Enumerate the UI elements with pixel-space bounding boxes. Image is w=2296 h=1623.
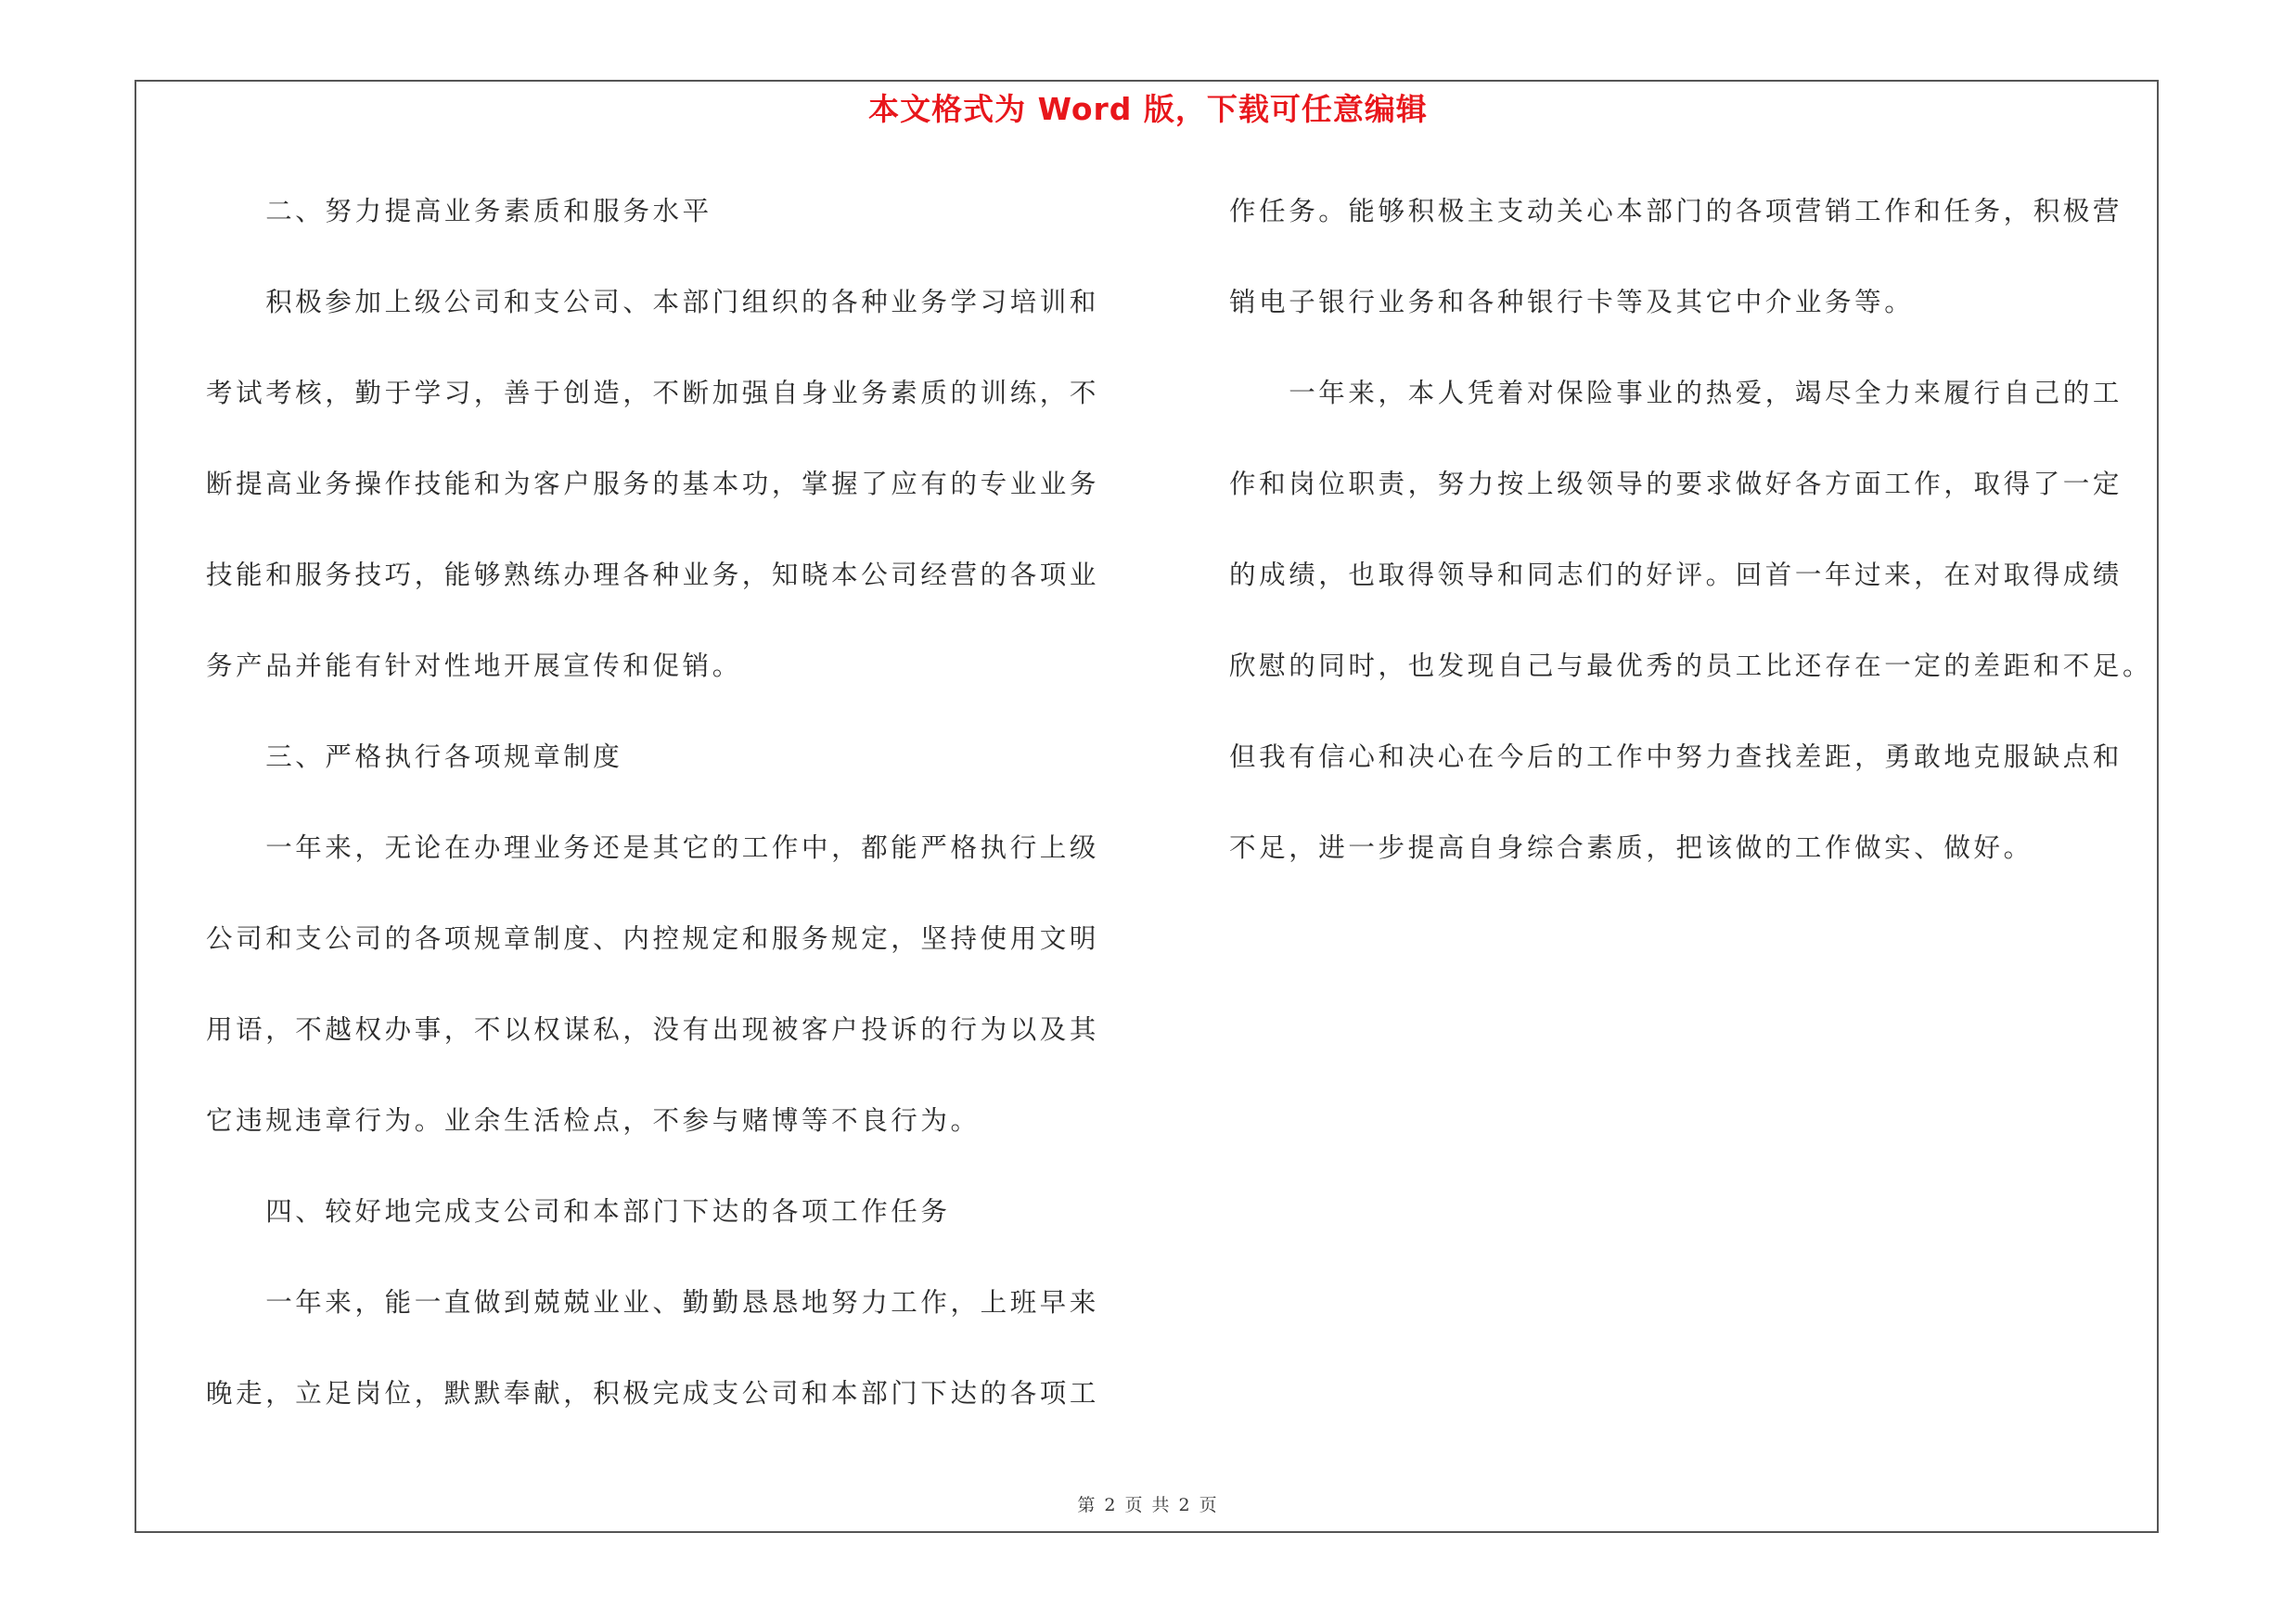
paragraph-line: 但我有信心和决心在今后的工作中努力查找差距，勇敢地克服缺点和 — [1229, 741, 2123, 772]
paragraph-line: 不足，进一步提高自身综合素质，把该做的工作做实、做好。 — [1229, 832, 2033, 863]
paragraph-line: 它违规违章行为。业余生活检点，不参与赌博等不良行为。 — [206, 1105, 981, 1136]
paragraph-line: 二、努力提高业务素质和服务水平 — [206, 196, 712, 226]
page-number: 第 2 页 共 2 页 — [1077, 1495, 1219, 1515]
paragraph-line: 欣慰的同时，也发现自己与最优秀的员工比还存在一定的差距和不足。 — [1229, 650, 2153, 681]
paragraph-line: 一年来，本人凭着对保险事业的热爱，竭尽全力来履行自己的工 — [1229, 378, 2123, 408]
paragraph-line: 技能和服务技巧，能够熟练办理各种业务，知晓本公司经营的各项业 — [206, 560, 1100, 590]
paragraph-line: 三、严格执行各项规章制度 — [206, 741, 623, 772]
paragraph-line: 四、较好地完成支公司和本部门下达的各项工作任务 — [206, 1196, 951, 1227]
paragraph-line: 作任务。能够积极主支动关心本部门的各项营销工作和任务，积极营 — [1229, 196, 2123, 226]
format-banner: 本文格式为 Word 版，下载可任意编辑 — [868, 91, 1428, 127]
paragraph-line: 用语，不越权办事，不以权谋私，没有出现被客户投诉的行为以及其 — [206, 1014, 1100, 1045]
left-column — [206, 182, 1124, 1455]
paragraph-line: 务产品并能有针对性地开展宣传和促销。 — [206, 650, 742, 681]
paragraph-line: 断提高业务操作技能和为客户服务的基本功，掌握了应有的专业业务 — [206, 469, 1100, 499]
paragraph-line: 的成绩，也取得领导和同志们的好评。回首一年过来，在对取得成绩 — [1229, 560, 2123, 590]
right-column — [1229, 182, 2160, 909]
paragraph-line: 一年来，能一直做到兢兢业业、勤勤恳恳地努力工作，上班早来 — [206, 1287, 1100, 1318]
paragraph-line: 作和岗位职责，努力按上级领导的要求做好各方面工作，取得了一定 — [1229, 469, 2123, 499]
paragraph-line: 晚走，立足岗位，默默奉献，积极完成支公司和本部门下达的各项工 — [206, 1378, 1100, 1409]
paragraph-line: 销电子银行业务和各种银行卡等及其它中介业务等。 — [1229, 287, 1915, 317]
paragraph-line: 考试考核，勤于学习，善于创造，不断加强自身业务素质的训练，不 — [206, 378, 1100, 408]
paragraph-line: 公司和支公司的各项规章制度、内控规定和服务规定，坚持使用文明 — [206, 923, 1100, 954]
paragraph-line: 积极参加上级公司和支公司、本部门组织的各种业务学习培训和 — [206, 287, 1100, 317]
paragraph-line: 一年来，无论在办理业务还是其它的工作中，都能严格执行上级 — [206, 832, 1100, 863]
